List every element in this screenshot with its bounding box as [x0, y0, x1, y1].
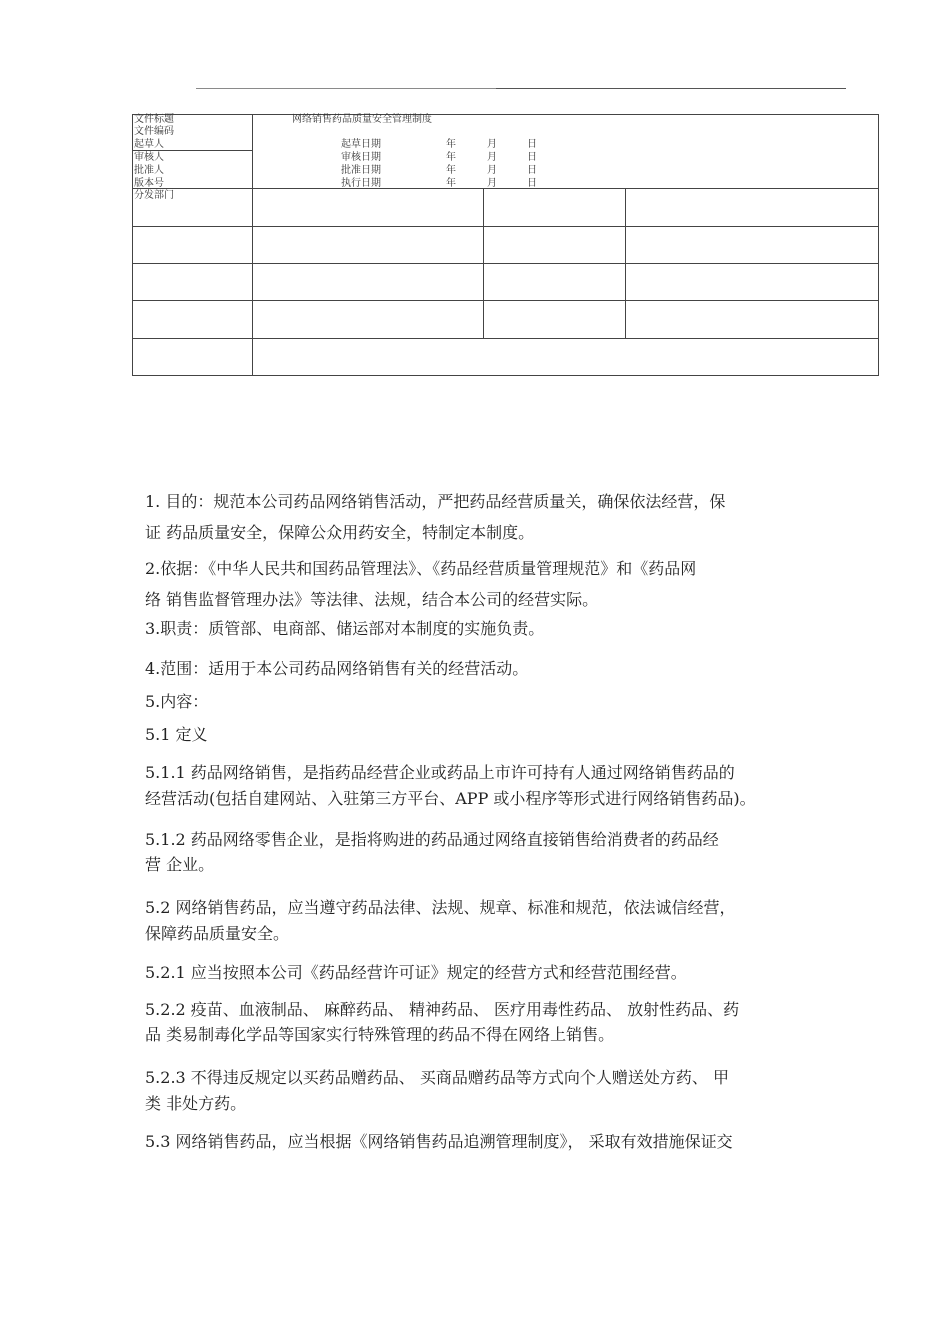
- date-year: 年: [446, 178, 456, 189]
- paragraph-line: 4.范围：适用于本公司药品网络销售有关的经营活动。: [145, 659, 529, 678]
- paragraph-line: 2.依据：《中华人民共和国药品管理法》、《药品经营质量管理规范》和《药品网: [145, 559, 697, 578]
- header-rule: [196, 88, 846, 89]
- document-title-value: 网络销售药品质量安全管理制度: [292, 114, 432, 125]
- paragraph-line: 5.2.3 不得违反规定以买药品赠药品、 买商品赠药品等方式向个人赠送处方药、 甲: [145, 1068, 729, 1087]
- paragraph-basis: [145, 558, 865, 611]
- paragraph-line: 5.1.1 药品网络销售，是指药品经营企业或药品上市许可持有人通过网络销售药品的: [145, 763, 735, 782]
- paragraph-5-1-2: [145, 829, 865, 876]
- paragraph-line: 证 药品质量安全，保障公众用药安全，特制定本制度。: [145, 523, 535, 542]
- label-file-title: 文件标题: [134, 114, 174, 125]
- paragraph-line: 营 企业。: [145, 855, 215, 874]
- date-day: 日: [527, 139, 537, 150]
- paragraph-5-1-1: [145, 762, 865, 810]
- paragraph-line: 1. 目的：规范本公司药品网络销售活动，严把药品经营质量关，确保依法经营，保: [145, 492, 726, 511]
- paragraph-content: [145, 691, 865, 713]
- paragraph-scope: [145, 658, 865, 680]
- date-label: 批准日期: [341, 165, 381, 176]
- paragraph-purpose: [145, 491, 865, 544]
- label-drafter: 起草人: [134, 139, 164, 150]
- label-distribution-dept: 分发部门: [134, 190, 174, 201]
- date-year: 年: [446, 165, 456, 176]
- paragraph-5-2-1: [145, 962, 865, 984]
- table-divider: [252, 114, 253, 376]
- table-divider: [132, 226, 879, 227]
- date-month: 月: [487, 152, 497, 163]
- paragraph-5-2: [145, 897, 865, 945]
- date-day: 日: [527, 165, 537, 176]
- table-divider: [132, 300, 879, 301]
- date-label: 起草日期: [341, 139, 381, 150]
- label-approver: 批准人: [134, 165, 164, 176]
- paragraph-line: 5.2 网络销售药品，应当遵守药品法律、法规、规章、标准和规范，依法诚信经营，: [145, 898, 736, 917]
- paragraph-line: 经营活动(包括自建网站、入驻第三方平台、APP 或小程序等形式进行网络销售药品)。: [145, 789, 756, 808]
- date-year: 年: [446, 152, 456, 163]
- document-control-table: [132, 114, 879, 376]
- date-month: 月: [487, 165, 497, 176]
- paragraph-5-3: [145, 1131, 865, 1153]
- table-divider: [132, 188, 879, 189]
- paragraph-5-1: [145, 724, 865, 746]
- paragraph-5-2-2: [145, 999, 865, 1046]
- paragraph-line: 5.2.2 疫苗、血液制品、 麻醉药品、 精神药品、 医疗用毒性药品、 放射性药品、药: [145, 1000, 740, 1019]
- paragraph-line: 5.3 网络销售药品，应当根据《网络销售药品追溯管理制度》， 采取有效措施保证交: [145, 1132, 733, 1151]
- paragraph-line: 络 销售监督管理办法》等法律、法规，结合本公司的经营实际。: [145, 590, 599, 609]
- date-day: 日: [527, 152, 537, 163]
- label-version: 版本号: [134, 178, 164, 189]
- table-divider: [625, 188, 626, 338]
- date-label: 审核日期: [341, 152, 381, 163]
- table-divider: [132, 338, 879, 339]
- date-month: 月: [487, 139, 497, 150]
- paragraph-line: 3.职责：质管部、电商部、储运部对本制度的实施负责。: [145, 619, 545, 638]
- table-divider: [132, 263, 879, 264]
- table-divider: [483, 188, 484, 338]
- label-file-code: 文件编码: [134, 126, 174, 137]
- date-day: 日: [527, 178, 537, 189]
- paragraph-line: 5.1 定义: [145, 725, 208, 744]
- paragraph-line: 保障药品质量安全。: [145, 924, 290, 943]
- paragraph-line: 5.内容：: [145, 692, 209, 711]
- date-year: 年: [446, 139, 456, 150]
- paragraph-5-2-3: [145, 1067, 865, 1115]
- paragraph-line: 类 非处方药。: [145, 1094, 247, 1113]
- paragraph-duties: [145, 618, 865, 640]
- paragraph-line: 5.2.1 应当按照本公司《药品经营许可证》规定的经营方式和经营范围经营。: [145, 963, 687, 982]
- paragraph-line: 品 类易制毒化学品等国家实行特殊管理的药品不得在网络上销售。: [145, 1025, 615, 1044]
- label-reviewer: 审核人: [134, 152, 164, 163]
- date-month: 月: [487, 178, 497, 189]
- date-label: 执行日期: [341, 178, 381, 189]
- paragraph-line: 5.1.2 药品网络零售企业，是指将购进的药品通过网络直接销售给消费者的药品经: [145, 830, 719, 849]
